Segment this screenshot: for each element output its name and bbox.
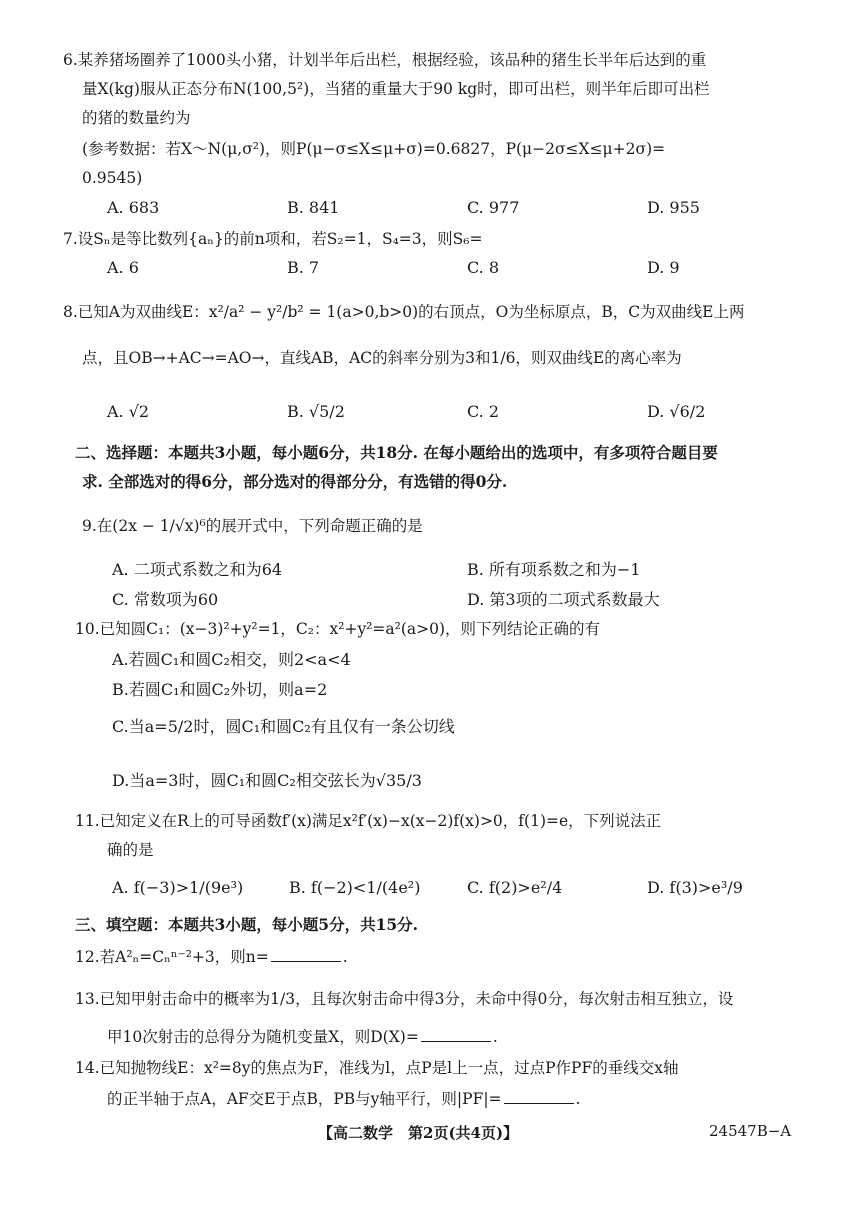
q13-stem-end: . (492, 1028, 498, 1046)
q12-stem: 12.若A²ₙ=Cₙⁿ⁻²+3，则n= (75, 948, 269, 966)
q9-stem: 9.在(2x − 1/√x)⁶的展开式中，下列命题正确的是 (82, 517, 423, 535)
q7-option-b: B. 7 (287, 258, 320, 277)
q6-reference-line-2: 0.9545) (82, 169, 143, 187)
q7-stem: 7.设Sₙ是等比数列{aₙ}的前n项和，若S₂=1，S₄=3，则S₆= (63, 230, 483, 248)
q13-stem: 甲10次射击的总得分为随机变量X，则D(X)= (107, 1028, 419, 1046)
q8-option-b: B. √5/2 (287, 402, 345, 421)
q10-option-b: B.若圆C₁和圆C₂外切，则a=2 (112, 680, 328, 699)
q7-option-d: D. 9 (647, 258, 680, 277)
q11-line-1: 11.已知定义在R上的可导函数f′(x)满足x²f′(x)−x(x−2)f(x)>0，f(1)=e，下列说法正 (75, 812, 662, 830)
q6-line-1: 6.某养猪场圈养了1000头小猪，计划半年后出栏，根据经验，该品种的猪生长半年后达到的重 (63, 51, 707, 69)
q14-stem-end: . (575, 1090, 581, 1108)
q14-line-1: 14.已知抛物线E：x²=8y的焦点为F，准线为l，点P是l上一点，过点P作PF的垂线交x轴 (75, 1059, 679, 1077)
section-3-heading: 三、填空题：本题共3小题，每小题5分，共15分. (75, 915, 419, 934)
q8-option-d: D. √6/2 (647, 402, 706, 421)
q11-option-a: A. f(−3)>1/(9e³) (112, 878, 244, 897)
q9-option-c: C. 常数项为60 (112, 590, 219, 609)
q7-option-a: A. 6 (107, 258, 139, 277)
q14-stem: 的正半轴于点A，AF交E于点B，PB与y轴平行，则|PF|= (107, 1090, 502, 1108)
q12-answer-blank[interactable] (271, 945, 341, 962)
q6-option-b: B. 841 (287, 198, 340, 217)
q10-option-a: A.若圆C₁和圆C₂相交，则2<a<4 (112, 650, 351, 669)
q12-stem-end: . (342, 948, 348, 966)
q9-option-b: B. 所有项系数之和为−1 (467, 560, 641, 579)
q13-line-1: 13.已知甲射击命中的概率为1/3，且每次射击命中得3分，未命中得0分，每次射击相互独立，设 (75, 990, 734, 1008)
q6-option-d: D. 955 (647, 198, 700, 217)
page-footer-code: 24547B−A (709, 1122, 792, 1140)
q11-option-c: C. f(2)>e²/4 (467, 878, 563, 897)
q8-option-a: A. √2 (107, 402, 150, 421)
q6-option-a: A. 683 (107, 198, 160, 217)
section-2-heading-line-2: 求. 全部选对的得6分，部分选对的得部分分，有选错的得0分. (82, 472, 508, 491)
q13-line-2 (0, 1025, 868, 1048)
q14-line-2 (0, 1087, 868, 1110)
q10-option-d: D.当a=3时，圆C₁和圆C₂相交弦长为√35/3 (112, 771, 422, 790)
q13-answer-blank[interactable] (421, 1025, 491, 1042)
q6-line-2: 量X(kg)服从正态分布N(100,5²)，当猪的重量大于90 kg时，即可出栏，则半年后即可出栏 (82, 80, 710, 98)
q8-line-2: 点，且OB→+AC→=AO→，直线AB，AC的斜率分别为3和1/6，则双曲线E的离心率为 (82, 349, 682, 367)
q11-option-d: D. f(3)>e³/9 (647, 878, 743, 897)
section-2-heading-line-1: 二、选择题：本题共3小题，每小题6分，共18分. 在每小题给出的选项中，有多项符合题目要 (75, 443, 718, 462)
q8-option-c: C. 2 (467, 402, 500, 421)
q6-reference-line-1: (参考数据：若X～N(μ,σ²)，则P(μ−σ≤X≤μ+σ)=0.6827，P(μ−2σ≤X≤μ+2σ)= (82, 140, 666, 158)
q6-line-3: 的猪的数量约为 (82, 109, 191, 127)
q7-option-c: C. 8 (467, 258, 500, 277)
q8-line-1: 8.已知A为双曲线E：x²/a² − y²/b² = 1(a>0,b>0)的右顶点，O为坐标原点，B，C为双曲线E上两 (63, 303, 745, 321)
q12-line (0, 945, 868, 968)
q11-option-b: B. f(−2)<1/(4e²) (289, 878, 421, 897)
q9-option-a: A. 二项式系数之和为64 (112, 560, 283, 579)
q10-stem: 10.已知圆C₁：(x−3)²+y²=1，C₂：x²+y²=a²(a>0)，则下列结论正确的有 (75, 620, 601, 638)
q6-option-c: C. 977 (467, 198, 520, 217)
page-footer-title: 【高二数学 第2页(共4页)】 (318, 1124, 519, 1142)
q11-line-2: 确的是 (107, 841, 154, 859)
q10-option-c: C.当a=5/2时，圆C₁和圆C₂有且仅有一条公切线 (112, 717, 455, 736)
q9-option-d: D. 第3项的二项式系数最大 (467, 590, 660, 609)
q14-answer-blank[interactable] (504, 1087, 574, 1104)
